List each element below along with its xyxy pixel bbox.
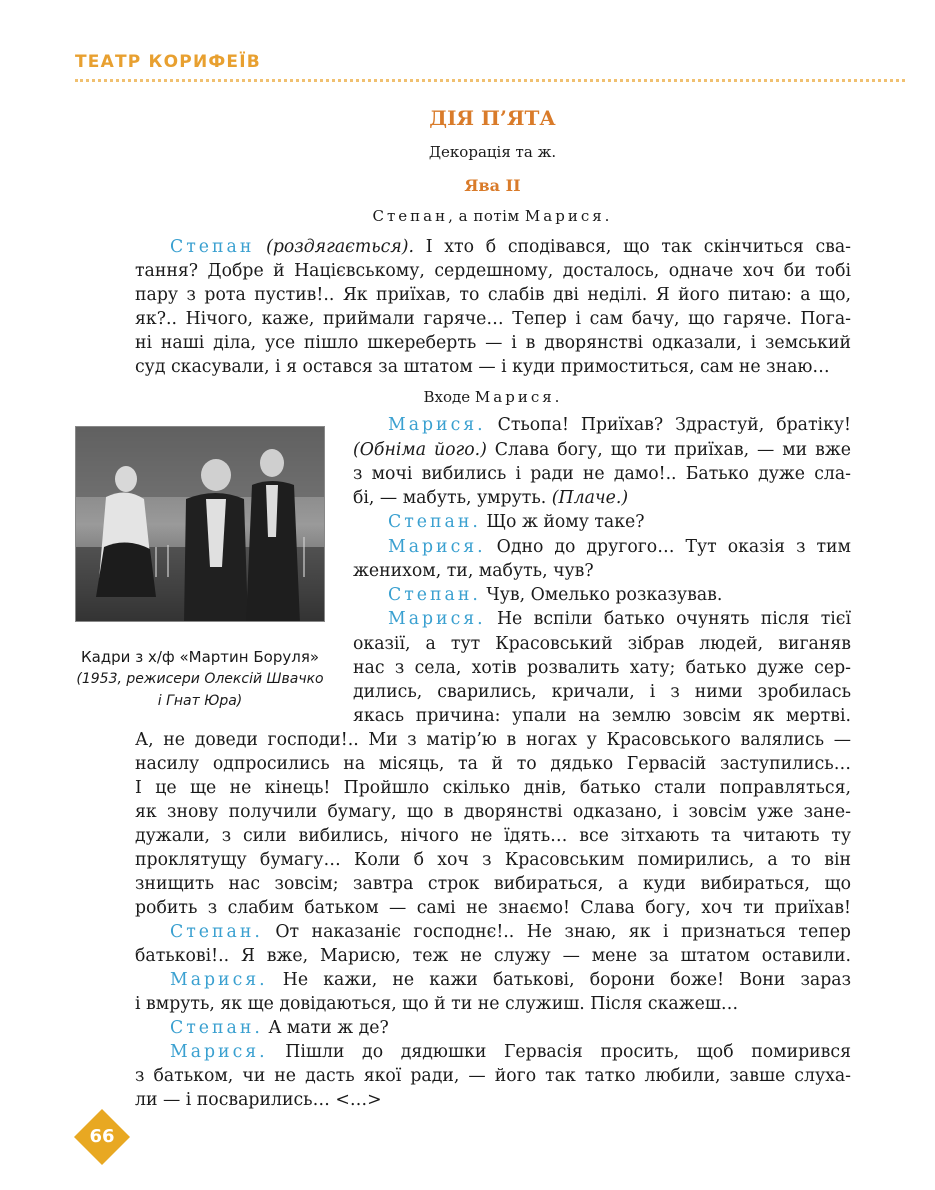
text-line [170, 1016, 851, 1040]
cast-joiner: , а потім [448, 207, 525, 225]
speaker-marysia: Марися. [388, 609, 486, 629]
text-line: знищить нас зовсім; завтра строк вибираться, а куди вибираться, що [135, 874, 851, 894]
speaker-stepan: Степан [170, 237, 255, 257]
text-line: пару з рота пустив!.. Як приїхав, то слабів дві неділі. Я його питаю: а що, [135, 285, 851, 305]
text-line: дились, сварились, кричали, і з ними зробилась [353, 682, 851, 702]
text-line [388, 607, 851, 631]
text-line: оказії, а тут Красовський зібрав людей, виганяв [353, 634, 851, 654]
text-line: тання? Добре й Націєвському, сердешному, досталось, одначе хоч би тобі [135, 261, 851, 281]
line-text: Чув, Омелько розказував. [480, 585, 723, 605]
text-line [353, 438, 851, 462]
text-line: як?.. Нічого, каже, приймали гаряче… Тепер і сам бачу, що гаряче. Пога- [135, 309, 851, 329]
act-title: ДІЯ П’ЯТА [429, 106, 556, 130]
text-line: І це ще не кінець! Пройшло скілько днів, батько стали поправляться, [135, 778, 851, 798]
line-text: Не кажи, не кажи батькові, борони боже! Вони зараз [267, 970, 851, 990]
text-line: насилу одпросились на місяць, та й то дядько Гервасій заступились… [135, 754, 851, 774]
text-line: і вмруть, як ще довідаються, що й ти не служиш. Після скажеш… [135, 994, 739, 1014]
line-text: От наказаніє господнє!.. Не знаю, як і признаться тепер [262, 922, 851, 942]
line-text: Пішли до дядюшки Гервасія просить, щоб помирився [267, 1042, 851, 1062]
cast-stepan: Степан [372, 207, 449, 225]
caption-line-2: і Гнат Юра) [157, 693, 243, 709]
stage-direction: (Обніма його.) [353, 440, 487, 460]
line-text: І хто б сподівався, що так скінчиться сва- [414, 237, 851, 257]
scene-cast [135, 207, 850, 225]
line-text: Стьопа! Приїхав? Здрастуй, братіку! [485, 415, 851, 435]
speaker-stepan: Степан. [170, 1018, 263, 1038]
text-line: проклятущу бумагу… Коли б хоч з Красовським помирились, а то він [135, 850, 851, 870]
text-line [353, 486, 851, 510]
speaker-stepan: Степан. [170, 922, 263, 942]
text-line: нас з села, хотів розвалить хату; батько дуже сер- [353, 658, 851, 678]
figure-caption-sub [75, 668, 325, 712]
text-line: з батьком, чи не дасть якої ради, — його так татко любили, завше слуха- [135, 1066, 851, 1086]
text-line: робить з слабим батьком — самі не знаємо! Слава богу, хоч ти приїхав! [135, 898, 851, 918]
text-line [170, 1040, 851, 1064]
cast-marysia: Марися. [524, 207, 613, 225]
line-text: Слава богу, що ти приїхав, — ми вже [486, 440, 852, 460]
text-line: якась причина: упали на землю зовсім як мертві. [353, 706, 851, 726]
text-line [388, 413, 851, 437]
text-line [388, 583, 851, 607]
figure-caption-title: Кадри з х/ф «Мартин Боруля» [80, 648, 320, 666]
stage-enter-name: Марися. [474, 388, 563, 406]
stage-decoration: Декорація та ж. [428, 143, 557, 161]
line-text: А мати ж де? [262, 1018, 389, 1038]
text-line: ні наші діла, усе пішло шкереберть — і в дворянстві одказали, і земський [135, 333, 851, 353]
caption-line-1: (1953, режисери Олексій Швачко [76, 671, 324, 687]
line-text: Не вспіли батько очунять після тієї [485, 609, 851, 629]
speaker-marysia: Марися. [170, 1042, 268, 1062]
stage-direction: (роздягається). [266, 237, 414, 257]
running-header: ТЕАТР КОРИФЕЇВ [75, 52, 261, 72]
speaker-marysia: Марися. [170, 970, 268, 990]
text-line: ли — і посварились… <…> [135, 1090, 382, 1110]
text-line: з мочі вибились і ради не дамо!.. Батько дуже сла- [353, 464, 851, 484]
speaker-marysia: Марися. [388, 415, 486, 435]
header-divider [75, 79, 905, 82]
text-line [388, 510, 851, 534]
text-line [170, 968, 851, 992]
text-line [170, 235, 851, 259]
stage-direction: (Плаче.) [551, 488, 629, 508]
film-still-drawing [76, 427, 325, 622]
text-line: як знову получили бумагу, що в дворянстві одказано, і зовсім уже зане- [135, 802, 851, 822]
text-line: женихом, ти, мабуть, чув? [353, 561, 594, 581]
text-line: суд скасували, і я остався за штатом — і куди примоститься, сам не знаю… [135, 357, 830, 377]
text-line: дужали, з сили вибились, нічого не їдять… все зітхають та читають ту [135, 826, 851, 846]
speaker-stepan: Степан. [388, 512, 481, 532]
text-line [170, 920, 851, 944]
line-text: Одно до другого… Тут оказія з тим [485, 537, 851, 557]
stage-direction-enter [135, 385, 851, 409]
film-still-image [75, 426, 325, 622]
scene-title: Ява II [464, 176, 521, 195]
speaker-stepan: Степан. [388, 585, 481, 605]
line-text: бі, — мабуть, умруть. [353, 488, 552, 508]
speaker-marysia: Марися. [388, 537, 486, 557]
page-number: 66 [89, 1126, 115, 1147]
stage-enter-text: Входе [423, 388, 475, 406]
text-line: А, не доведи господи!.. Ми з матір’ю в ногах у Красовського валялись — [135, 730, 851, 750]
text-line [388, 535, 851, 559]
text-line: батькові!.. Я вже, Марисю, теж не служу — мене за штатом оставили. [135, 946, 851, 966]
line-text: Що ж йому таке? [480, 512, 645, 532]
